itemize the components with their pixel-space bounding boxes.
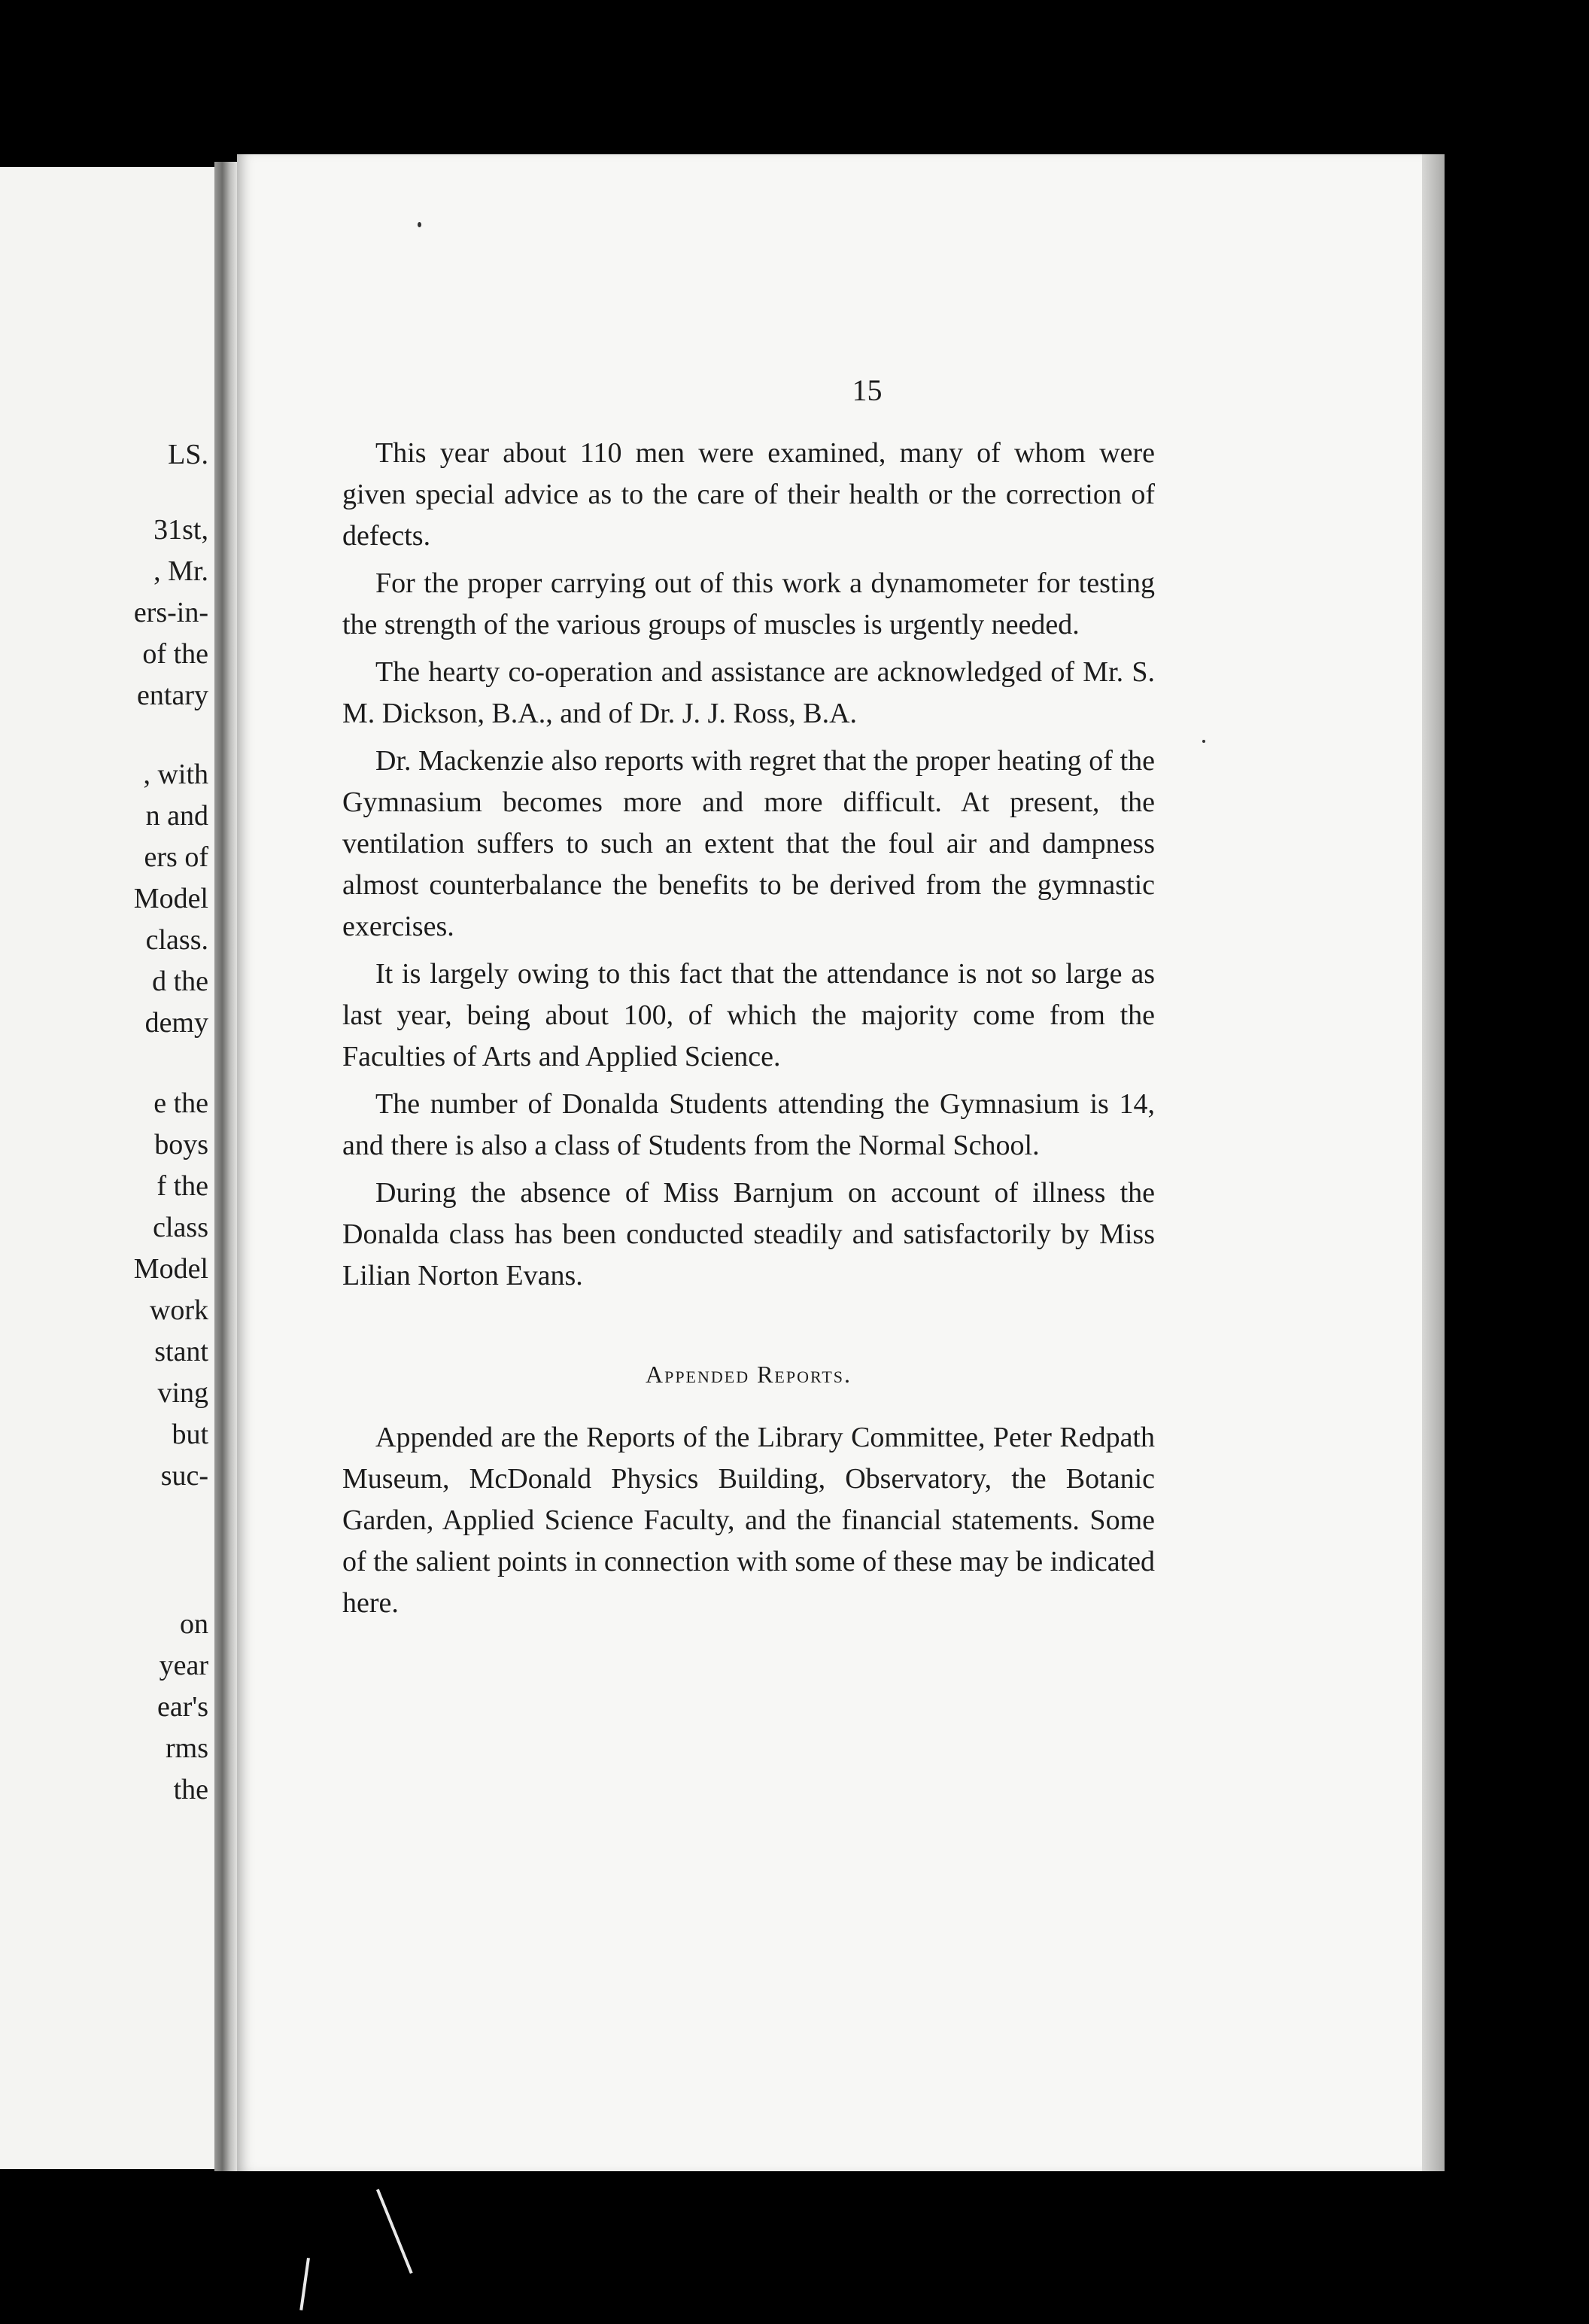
left-text-line: year xyxy=(159,1650,208,1681)
left-text-line: suc- xyxy=(160,1460,208,1492)
left-text-line: work xyxy=(149,1294,208,1326)
left-page-fragment xyxy=(0,167,214,2169)
left-text-line: Model xyxy=(133,1253,208,1285)
left-text-line: f the xyxy=(156,1170,208,1202)
section-heading: Appended Reports. xyxy=(645,1361,852,1388)
left-text-line: n and xyxy=(145,800,208,832)
paragraph: For the proper carrying out of this work a dynamometer for testing the strength of the various groups of muscles is urgently needed. xyxy=(342,567,1155,640)
left-text-line: ers-in- xyxy=(133,597,208,628)
left-text-line: ear's xyxy=(156,1691,208,1723)
left-text-line: rms xyxy=(166,1732,208,1764)
paragraph: The hearty co-operation and assistance are acknowledged of Mr. S. M. Dickson, B.A., and of Dr. J. J. Ross, B.A. xyxy=(342,656,1155,729)
left-text-line: demy xyxy=(144,1007,208,1039)
left-text-line: class xyxy=(153,1212,208,1243)
right-page xyxy=(237,154,1422,2171)
left-text-line: 31st, xyxy=(153,514,208,546)
paragraph: It is largely owing to this fact that the attendance is not so large as last year, being about 100, of which the majority come from the Faculties of Arts and Applied Science. xyxy=(342,958,1155,1072)
left-text-line: d the xyxy=(152,966,208,997)
book-spine xyxy=(214,162,237,2171)
left-text-line: of the xyxy=(142,638,208,670)
left-text-line: the xyxy=(173,1774,208,1805)
left-text-line: entary xyxy=(137,680,208,711)
page-number: 15 xyxy=(852,373,883,407)
page-edge xyxy=(1422,154,1445,2171)
left-text-line: e the xyxy=(153,1087,208,1119)
left-text-line: , with xyxy=(143,759,208,790)
left-text-line: on xyxy=(180,1608,208,1640)
page-body xyxy=(342,433,1155,1630)
scan-speck xyxy=(418,222,421,227)
paragraph: This year about 110 men were examined, many of whom were given special advice as to the care of their health or the correction of defects. xyxy=(342,437,1155,552)
scan-speck xyxy=(1202,740,1205,743)
left-text-line: , Mr. xyxy=(153,555,208,587)
left-text-line: boys xyxy=(154,1129,208,1160)
left-text-line: ers of xyxy=(144,841,208,873)
paragraph: During the absence of Miss Barnjum on account of illness the Donalda class has been conducted steadily and satisfactorily by Miss Lilian Norton Evans. xyxy=(342,1177,1155,1291)
left-text-line: class. xyxy=(145,924,208,956)
left-text-line: but xyxy=(172,1419,208,1450)
scan-scratch xyxy=(376,2189,413,2274)
left-text-line: stant xyxy=(154,1336,208,1367)
paragraph: The number of Donalda Students attending the Gymnasium is 14, and there is also a class of Students from the Normal School. xyxy=(342,1088,1155,1161)
left-text-line: ving xyxy=(157,1377,208,1409)
paragraph: Appended are the Reports of the Library Committee, Peter Redpath Museum, McDonald Physics Building, Observatory, the Botanic Garden, Applied Science Faculty, and the financial statements. Some of the salient points in connection with some of these may be indicated here. xyxy=(342,1422,1155,1619)
scan-scratch xyxy=(299,2258,310,2310)
left-text-line: LS. xyxy=(168,439,208,470)
left-text-line: Model xyxy=(133,883,208,914)
paragraph: Dr. Mackenzie also reports with regret that the proper heating of the Gymnasium becomes more and more difficult. At present, the ventilation suffers to such an extent that the foul air and dampness almost counterbalance the benefits to be derived from the gymnastic exercises. xyxy=(342,745,1155,942)
